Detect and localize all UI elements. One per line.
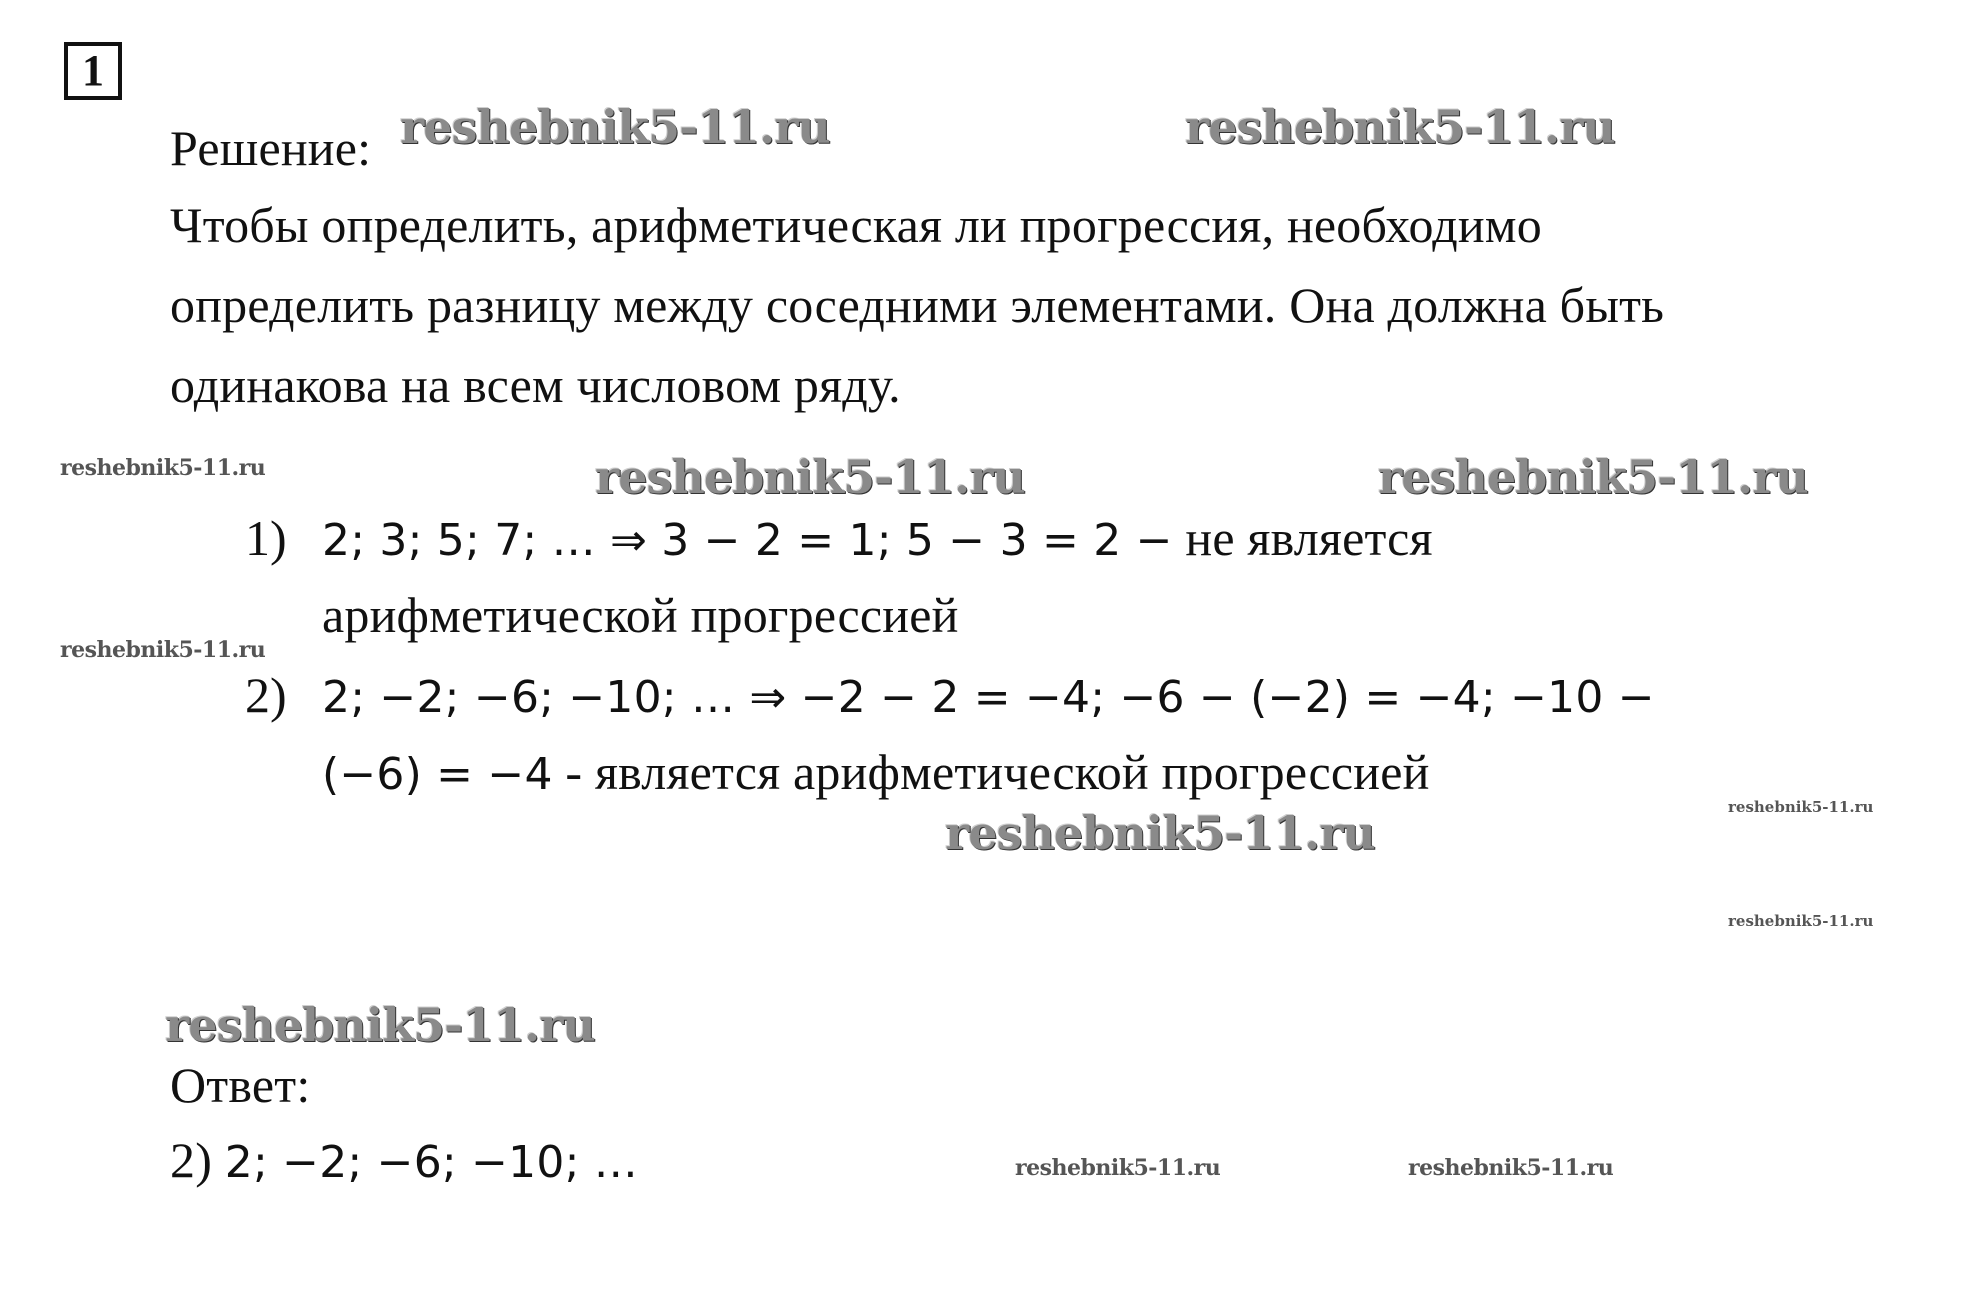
item-2-math-2: (−6) = −4 xyxy=(322,749,553,800)
watermark: reshebnik5-11.ru xyxy=(595,450,1025,504)
watermark: reshebnik5-11.ru xyxy=(165,998,595,1052)
item-1-text: не является xyxy=(1172,510,1433,566)
item-number-1: 1) xyxy=(245,510,287,566)
intro-line-3: одинакова на всем числовом ряду. xyxy=(170,357,901,413)
item-1-line-2: арифметической прогрессией xyxy=(322,587,959,643)
item-2-line-2 xyxy=(322,742,1430,802)
watermark: reshebnik5-11.ru xyxy=(1408,1155,1614,1181)
item-1-line-1 xyxy=(322,508,1433,568)
item-2-text: - является арифметической прогрессией xyxy=(552,744,1430,800)
intro-line-1: Чтобы определить, арифметическая ли прогрессия, необходимо xyxy=(170,197,1542,253)
watermark: reshebnik5-11.ru xyxy=(400,100,830,154)
item-number-2: 2) xyxy=(245,667,287,723)
item-2-math: 2; −2; −6; −10; … ⇒ −2 − 2 = −4; −6 − (−2) = −4; −10 − xyxy=(322,672,1655,723)
watermark: reshebnik5-11.ru xyxy=(1015,1155,1221,1181)
problem-number: 1 xyxy=(82,46,104,95)
answer-value: 2; −2; −6; −10; … xyxy=(224,1137,638,1188)
answer-line xyxy=(170,1130,638,1190)
watermark: reshebnik5-11.ru xyxy=(1378,450,1808,504)
item-2-line-1 xyxy=(322,665,1655,725)
answer-number: 2) xyxy=(170,1132,213,1188)
intro-line-2: определить разницу между соседними элементами. Она должна быть xyxy=(170,277,1665,333)
watermark: reshebnik5-11.ru xyxy=(945,806,1375,860)
watermark: reshebnik5-11.ru xyxy=(1728,912,1874,930)
watermark: reshebnik5-11.ru xyxy=(60,455,266,481)
watermark: reshebnik5-11.ru xyxy=(1185,100,1615,154)
problem-number-box xyxy=(64,42,122,100)
item-1-math: 2; 3; 5; 7; … ⇒ 3 − 2 = 1; 5 − 3 = 2 − xyxy=(322,515,1173,566)
solution-label: Решение: xyxy=(170,120,372,176)
answer-label: Ответ: xyxy=(170,1057,311,1113)
watermark: reshebnik5-11.ru xyxy=(1728,798,1874,816)
watermark: reshebnik5-11.ru xyxy=(60,637,266,663)
